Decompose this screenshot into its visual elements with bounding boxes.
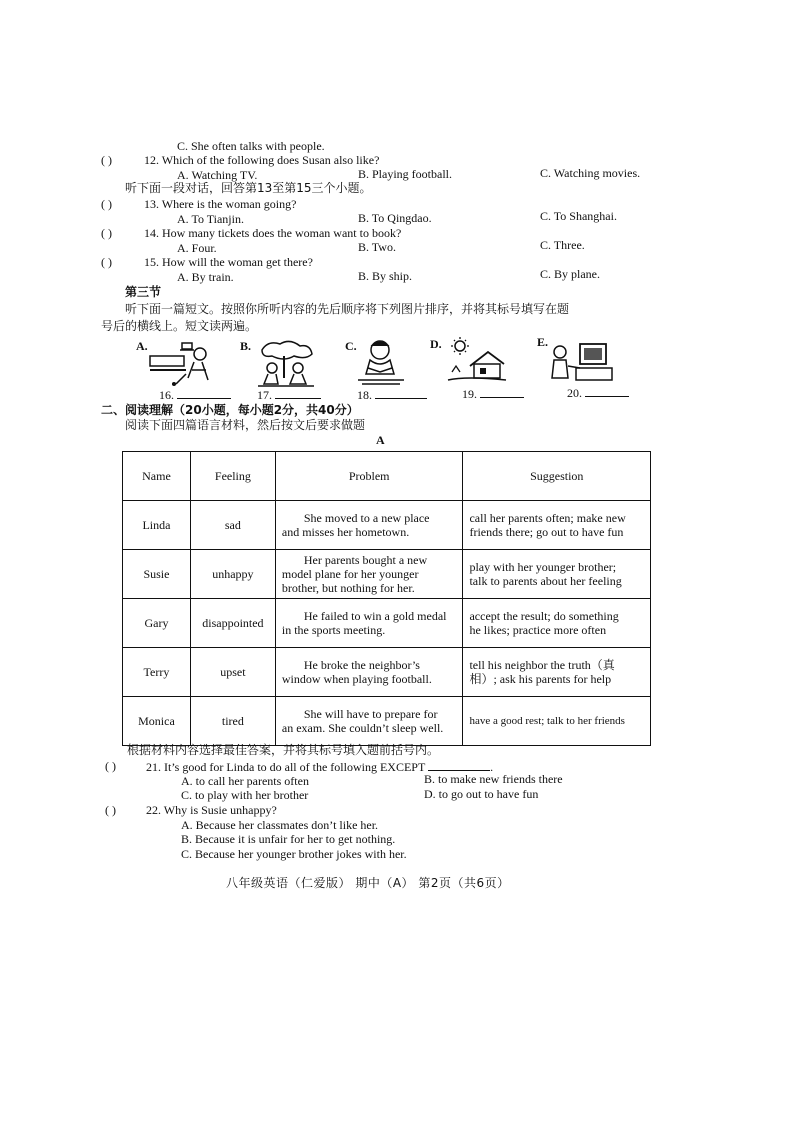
- suggestion-line: play with her younger brother;: [469, 560, 617, 574]
- dialog-intro: 听下面一段对话，回答第13至第15三个小题。: [125, 181, 372, 195]
- table-row: [123, 697, 651, 746]
- q14-option-c: C. Three.: [540, 238, 585, 252]
- row-name: Gary: [123, 599, 191, 648]
- header-feeling: Feeling: [190, 452, 275, 501]
- person-computer-picture: [546, 340, 616, 386]
- passage-label: A: [376, 433, 385, 447]
- row-name: Terry: [123, 648, 191, 697]
- answer-20-number: 20.: [567, 386, 582, 400]
- row-feeling: unhappy: [190, 550, 275, 599]
- row-suggestion: [463, 648, 651, 697]
- answer-20-blank[interactable]: [585, 385, 629, 397]
- part2-heading: 二、阅读理解（20小题，每小题2分，共40分）: [101, 403, 359, 417]
- part2-instruction: 阅读下面四篇语言材料，然后按文后要求做题: [125, 418, 366, 432]
- row-feeling: disappointed: [190, 599, 275, 648]
- q21-answer-paren[interactable]: ( ): [105, 759, 116, 773]
- q22-option-b: B. Because it is unfair for her to get nothing.: [181, 832, 396, 846]
- q21-blank[interactable]: [428, 759, 490, 771]
- row-suggestion: [463, 599, 651, 648]
- q13-stem: 13. Where is the woman going?: [144, 197, 297, 211]
- suggestion-line: accept the result; do something: [469, 609, 619, 623]
- q15-option-c: C. By plane.: [540, 267, 600, 281]
- row-suggestion: [463, 501, 651, 550]
- picture-letter-b: B.: [240, 339, 252, 353]
- q15-answer-paren[interactable]: ( ): [101, 255, 112, 269]
- answer-16-blank[interactable]: [177, 387, 231, 399]
- row-problem: [275, 550, 463, 599]
- section3-title: 第三节: [125, 285, 162, 299]
- answer-18-blank[interactable]: [375, 387, 427, 399]
- q14-stem: 14. How many tickets does the woman want to book?: [144, 226, 402, 240]
- header-suggestion: Suggestion: [463, 452, 651, 501]
- row-feeling: sad: [190, 501, 275, 550]
- answer-17-blank[interactable]: [275, 387, 321, 399]
- answer-18[interactable]: [357, 387, 427, 402]
- problem-line: an exam. She couldn’t sleep well.: [281, 721, 444, 735]
- q13-option-c: C. To Shanghai.: [540, 209, 617, 223]
- q22-option-a: A. Because her classmates don’t like her.: [181, 818, 379, 832]
- picture-letter-d: D.: [430, 337, 442, 351]
- picture-letter-e: E.: [537, 335, 549, 349]
- suggestion-line: he likes; practice more often: [469, 623, 607, 637]
- q22-option-c: C. Because her younger brother jokes with her.: [181, 847, 407, 861]
- section3-instruction-line2: 号后的横线上。短文读两遍。: [101, 319, 258, 333]
- row-name: Linda: [123, 501, 191, 550]
- row-problem: [275, 697, 463, 746]
- row-problem: [275, 599, 463, 648]
- header-problem: Problem: [275, 452, 463, 501]
- problem-line: She will have to prepare for: [303, 707, 438, 721]
- q13-answer-paren[interactable]: ( ): [101, 197, 112, 211]
- problem-line: Her parents bought a new: [303, 553, 428, 567]
- table-header-row: [123, 452, 651, 501]
- q12-option-b: B. Playing football.: [358, 167, 452, 181]
- q21-option-d: D. to go out to have fun: [424, 787, 539, 801]
- boy-reading-picture: [356, 338, 408, 386]
- answer-19-blank[interactable]: [480, 386, 524, 398]
- q15-stem: 15. How will the woman get there?: [144, 255, 313, 269]
- row-feeling: tired: [190, 697, 275, 746]
- suggestion-line: have a good rest; talk to her friends: [469, 715, 625, 727]
- q14-option-a: A. Four.: [177, 241, 217, 255]
- q13-option-b: B. To Qingdao.: [358, 211, 432, 225]
- suggestion-line: friends there; go out to have fun: [469, 525, 624, 539]
- problem-line: She moved to a new place: [303, 511, 430, 525]
- table-row: [123, 501, 651, 550]
- table-row: [123, 550, 651, 599]
- row-suggestion: [463, 697, 651, 746]
- row-name: Monica: [123, 697, 191, 746]
- section3-instruction-line1: 听下面一篇短文。按照你所听内容的先后顺序将下列图片排序，并将其标号填写在题: [125, 302, 570, 316]
- suggestion-line: tell his neighbor the truth（真: [469, 658, 615, 672]
- problem-line: in the sports meeting.: [281, 623, 386, 637]
- q21-option-a: A. to call her parents often: [181, 774, 309, 788]
- problem-line: brother, but nothing for her.: [281, 581, 415, 595]
- q21-period: .: [490, 760, 494, 774]
- answer-18-number: 18.: [357, 388, 372, 402]
- q14-option-b: B. Two.: [358, 240, 396, 254]
- q21-option-b: B. to make new friends there: [424, 772, 563, 786]
- people-under-tree-picture: [254, 338, 318, 388]
- header-name: Name: [123, 452, 191, 501]
- choose-answer-instruction: 根据材料内容选择最佳答案，并将其标号填入题前括号内。: [127, 743, 440, 757]
- problem-line: model plane for her younger: [281, 567, 419, 581]
- answer-19-number: 19.: [462, 387, 477, 401]
- row-problem: [275, 501, 463, 550]
- q11-option-c: C. She often talks with people.: [177, 139, 325, 153]
- answer-16[interactable]: [159, 387, 231, 402]
- q13-option-a: A. To Tianjin.: [177, 212, 244, 226]
- q21-stem-text: 21. It’s good for Linda to do all of the following EXCEPT: [146, 760, 426, 774]
- q12-option-c: C. Watching movies.: [540, 166, 641, 180]
- q14-answer-paren[interactable]: ( ): [101, 226, 112, 240]
- picture-letter-c: C.: [345, 339, 357, 353]
- q12-answer-paren[interactable]: ( ): [101, 153, 112, 167]
- row-feeling: upset: [190, 648, 275, 697]
- family-hug-picture: [146, 340, 216, 388]
- q15-option-b: B. By ship.: [358, 269, 413, 283]
- answer-17-number: 17.: [257, 388, 272, 402]
- problem-line: He broke the neighbor’s: [303, 658, 420, 672]
- problem-line: He failed to win a gold medal: [303, 609, 447, 623]
- q22-stem: 22. Why is Susie unhappy?: [146, 803, 277, 817]
- problem-line: and misses her hometown.: [281, 525, 410, 539]
- table-row: [123, 648, 651, 697]
- problem-line: window when playing football.: [281, 672, 432, 686]
- answer-16-number: 16.: [159, 388, 174, 402]
- feelings-table: [122, 451, 651, 746]
- suggestion-line: 相）; ask his parents for help: [469, 672, 612, 686]
- sun-house-picture: [446, 336, 508, 386]
- suggestion-line: talk to parents about her feeling: [469, 574, 622, 588]
- row-name: Susie: [123, 550, 191, 599]
- row-suggestion: [463, 550, 651, 599]
- q22-answer-paren[interactable]: ( ): [105, 803, 116, 817]
- q15-option-a: A. By train.: [177, 270, 234, 284]
- answer-19[interactable]: [462, 386, 524, 401]
- page-footer: 八年级英语（仁爱版） 期中（A） 第2页（共6页）: [226, 876, 510, 890]
- answer-17[interactable]: [257, 387, 321, 402]
- answer-20[interactable]: [567, 385, 629, 400]
- suggestion-line: call her parents often; make new: [469, 511, 626, 525]
- picture-letter-a: A.: [136, 339, 148, 353]
- row-problem: [275, 648, 463, 697]
- q12-option-a: A. Watching TV.: [177, 168, 258, 182]
- q21-option-c: C. to play with her brother: [181, 788, 309, 802]
- table-row: [123, 599, 651, 648]
- q12-stem: 12. Which of the following does Susan also like?: [144, 153, 380, 167]
